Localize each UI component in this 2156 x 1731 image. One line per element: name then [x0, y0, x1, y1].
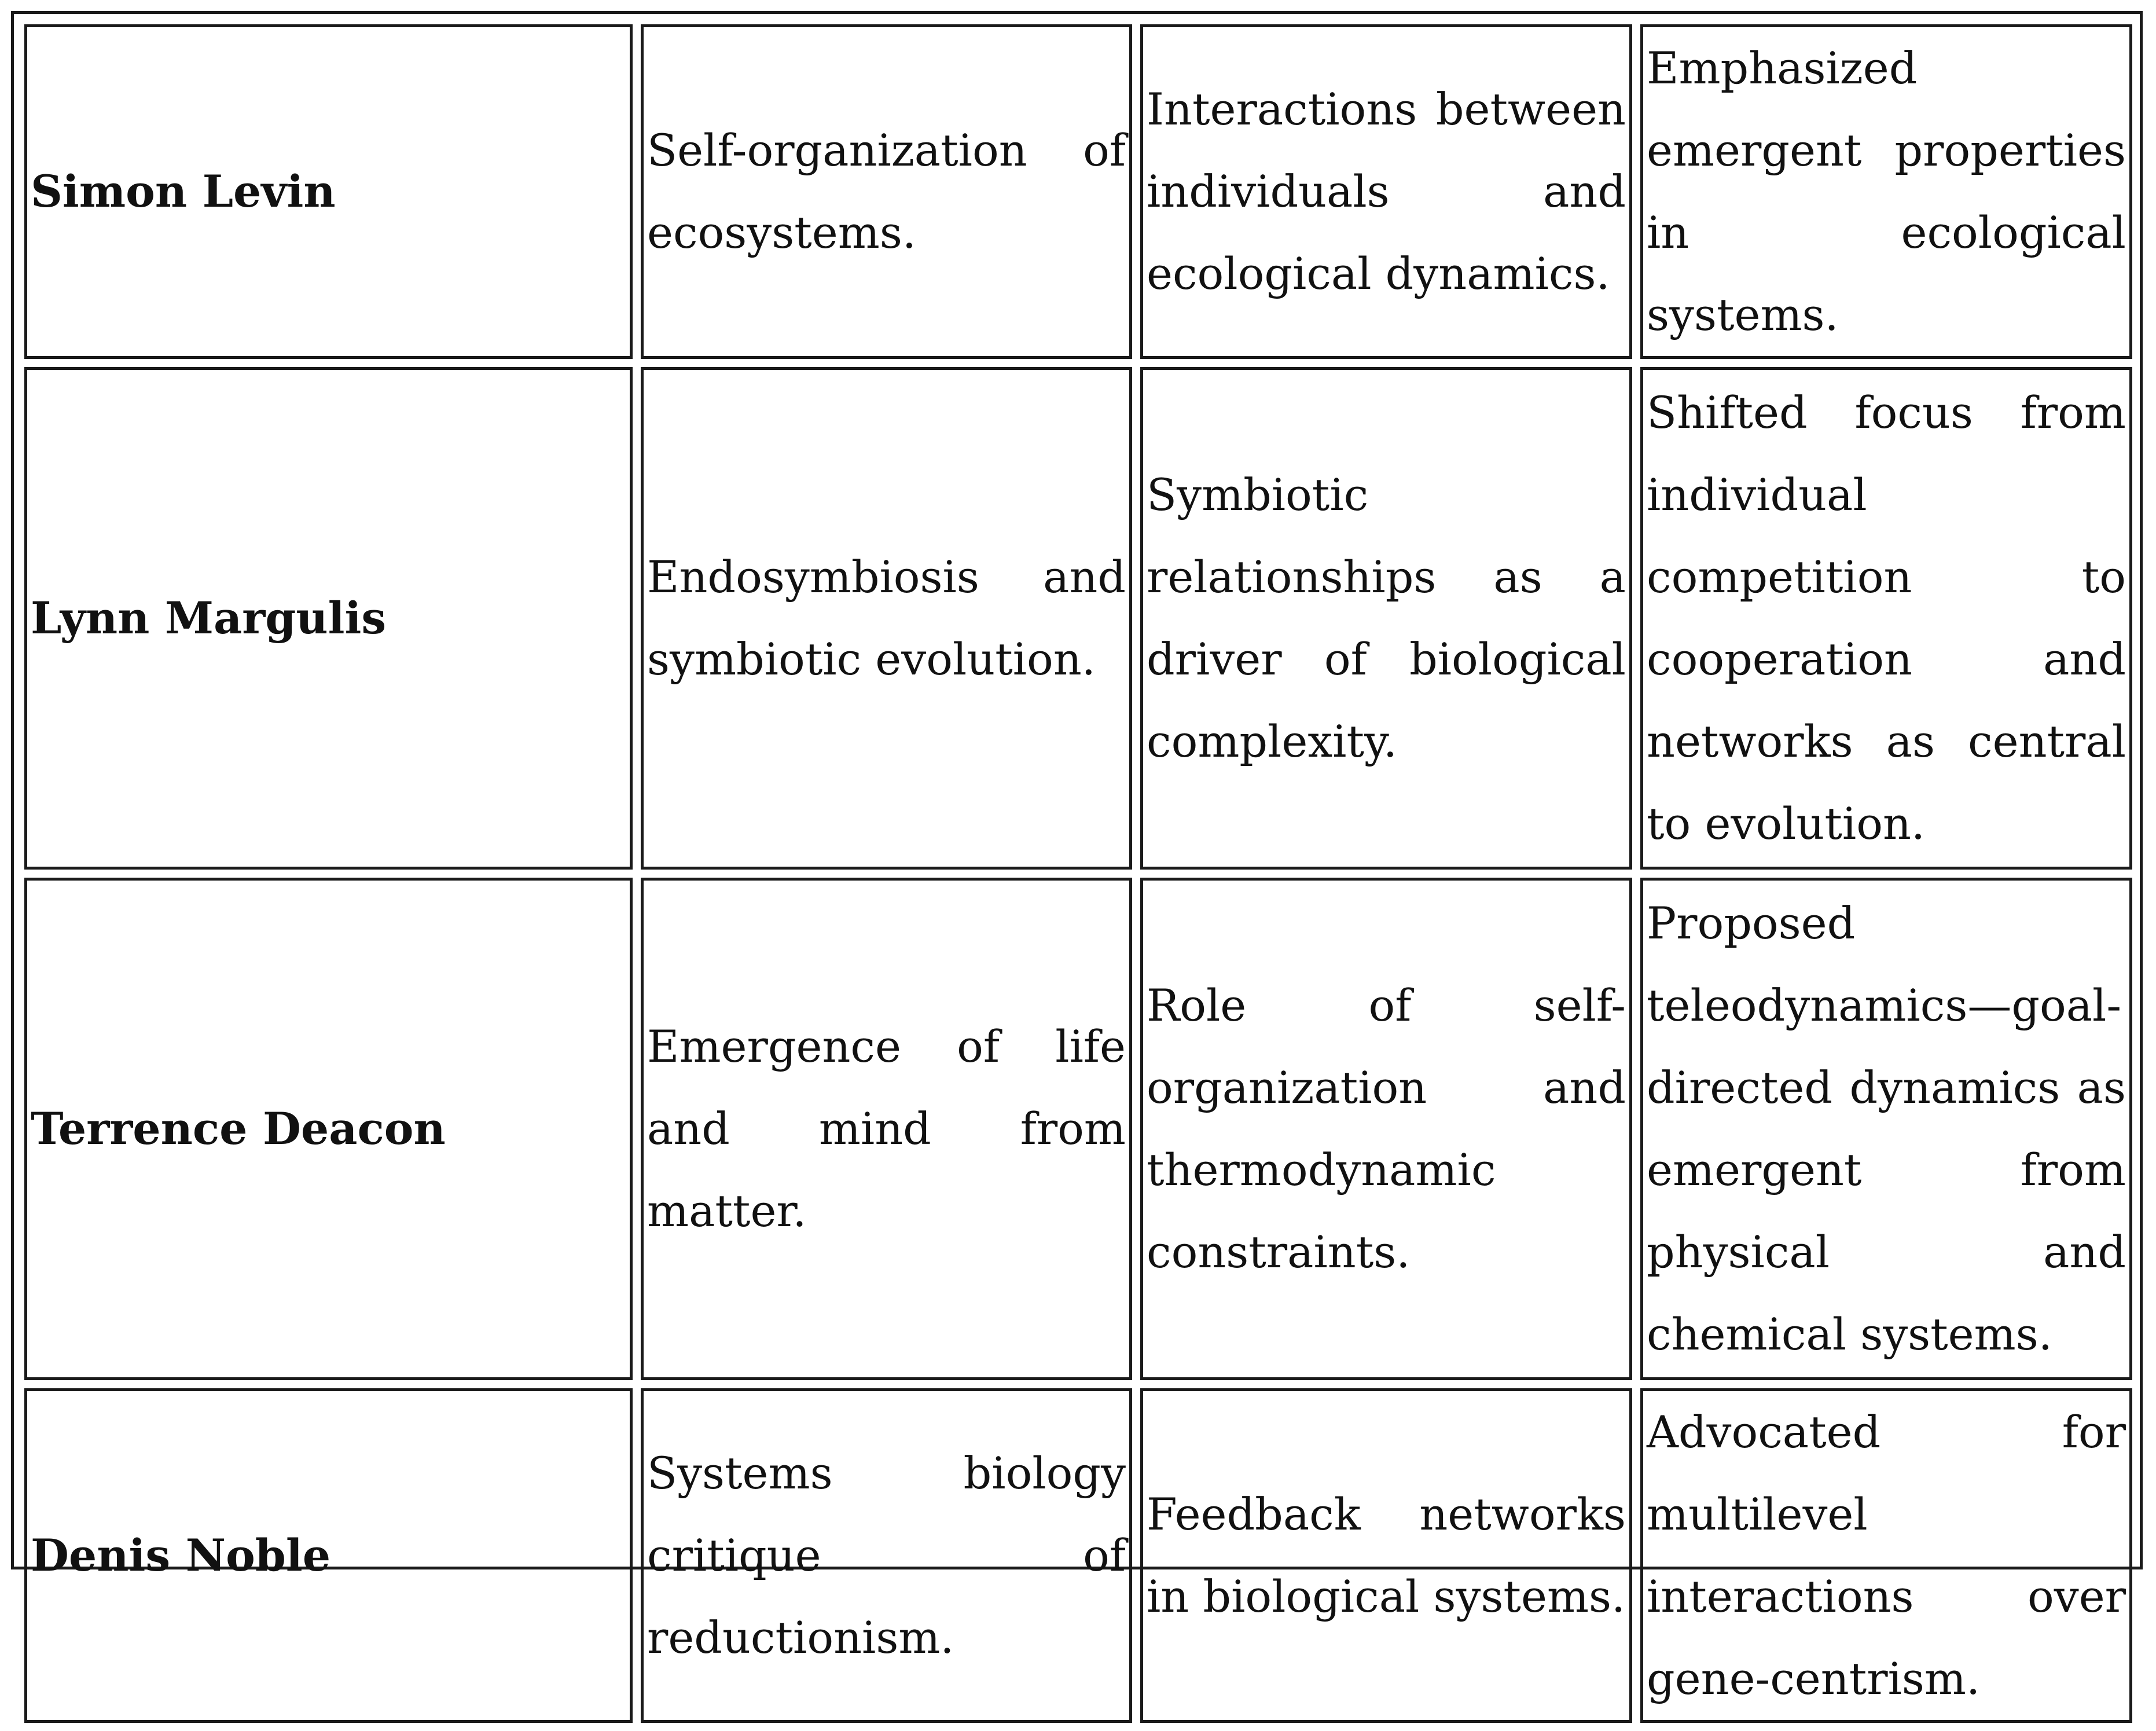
focus-cell: Systems biology critique of reductionism. — [641, 1388, 1132, 1723]
scientist-name-cell: Denis Noble — [24, 1388, 633, 1723]
contribution-cell: Advocated for multilevel interactions over gene-centrism. — [1640, 1388, 2132, 1723]
mechanism-cell: Interactions between individuals and ecological dynamics. — [1140, 24, 1632, 359]
table-row — [24, 367, 2132, 870]
contribution-cell: Shifted focus from individual competition to cooperation and networks as central to evolution. — [1640, 367, 2132, 870]
focus-cell: Emergence of life and mind from matter. — [641, 878, 1132, 1380]
table-row — [24, 1388, 2132, 1723]
scientist-name-cell: Terrence Deacon — [24, 878, 633, 1380]
focus-cell: Endosymbiosis and symbiotic evolution. — [641, 367, 1132, 870]
focus-cell: Self-organization of ecosystems. — [641, 24, 1132, 359]
table-row — [24, 878, 2132, 1380]
scientist-name-cell: Simon Levin — [24, 24, 633, 359]
scientists-table — [16, 16, 2140, 1731]
contribution-cell: Proposed teleodynamics—goal-directed dynamics as emergent from physical and chemical systems. — [1640, 878, 2132, 1380]
mechanism-cell: Symbiotic relationships as a driver of biological complexity. — [1140, 367, 1632, 870]
contribution-cell: Emphasized emergent properties in ecological systems. — [1640, 24, 2132, 359]
mechanism-cell: Feedback networks in biological systems. — [1140, 1388, 1632, 1723]
table-row — [24, 24, 2132, 359]
mechanism-cell: Role of self-organization and thermodynamic constraints. — [1140, 878, 1632, 1380]
scientist-name-cell: Lynn Margulis — [24, 367, 633, 870]
